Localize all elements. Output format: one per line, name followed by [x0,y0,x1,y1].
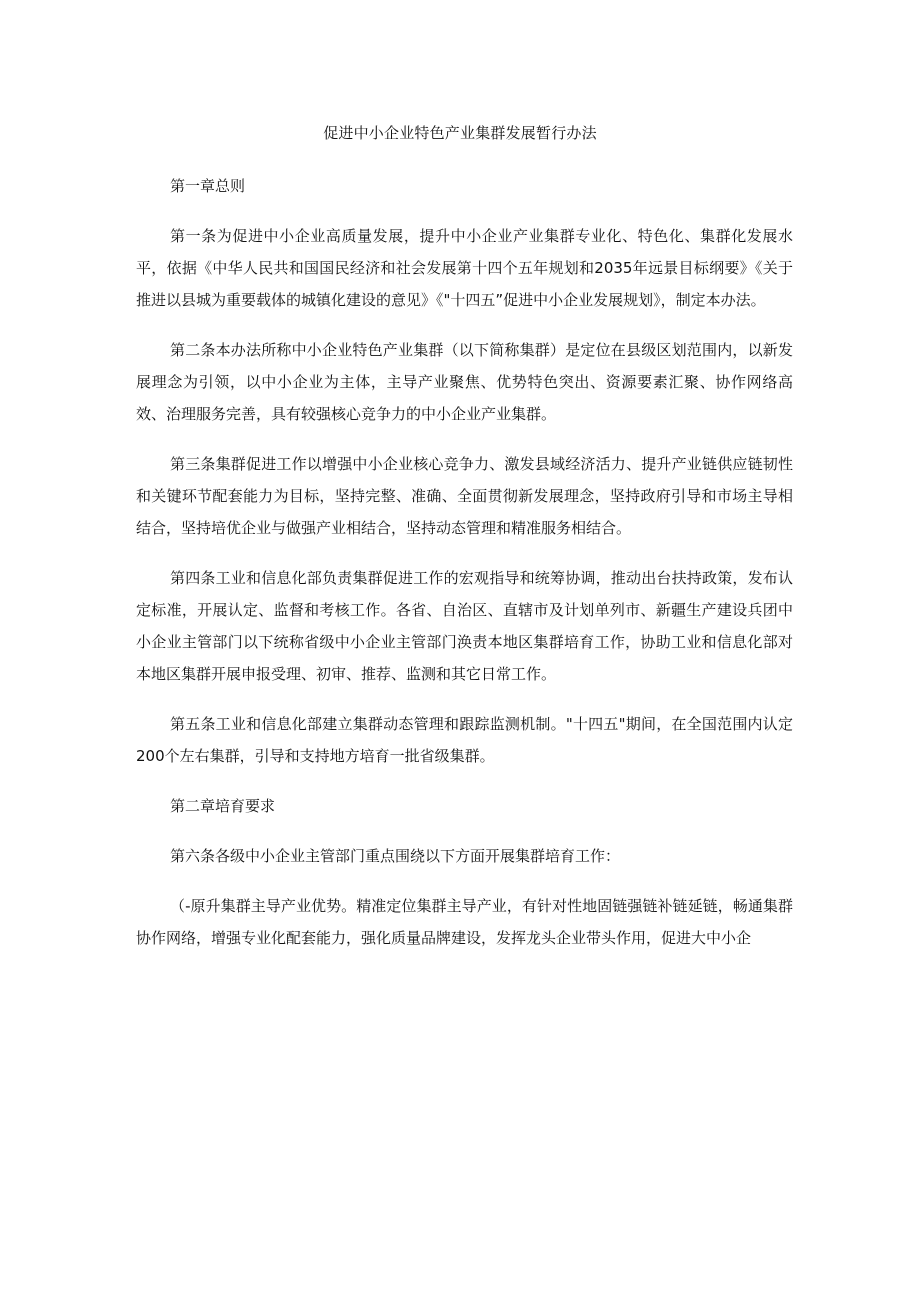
document-body [136,170,793,972]
article-paragraph: 第六条各级中小企业主管部门重点围绕以下方面开展集群培育工作： [170,847,621,865]
document-title: 促进中小企业特色产业集群发展暂行办法 [323,124,597,142]
article-paragraph: （-原升集群主导产业优势。精准定位集群主导产业，有针对性地固链强链补链延链，畅通集群协作网络，增强专业化配套能力，强化质量品牌建设，发挥龙头企业带头作用，促进大中小企 [136,897,793,947]
article-paragraph: 第五条工业和信息化部建立集群动态管理和跟踪监测机制。"十四五"期间，在全国范围内认定200个左右集群，引导和支持地方培育一批省级集群。 [136,715,793,765]
chapter-heading: 第一章总则 [170,177,246,195]
article-paragraph: 第四条工业和信息化部负责集群促进工作的宏观指导和统筹协调，推动出台扶持政策，发布认定标准，开展认定、监督和考核工作。各省、自治区、直辖市及计划单列市、新疆生产建设兵团中小企业主管部门以下统称省级中小企业主管部门涣责本地区集群培育工作，协助工业和信息化部对本地区集群开展申报受理、初审、推荐、监测和其它日常工作。 [136,569,793,683]
article-paragraph: 第一条为促进中小企业高质量发展，提升中小企业产业集群专业化、特色化、集群化发展水平，依据《中华人民共和国国民经济和社会发展第十四个五年规划和2035年远景目标纲要》《关于推进以县城为重要载体的城镇化建设的意见》《"十四五”促进中小企业发展规划》，制定本办法。 [136,227,793,309]
article-paragraph: 第三条集群促进工作以增强中小企业核心竞争力、激发县域经济活力、提升产业链供应链韧性和关键环节配套能力为目标，坚持完整、准确、全面贯彻新发展理念，坚持政府引导和市场主导相结合，坚持培优企业与做强产业相结合，坚持动态管理和精准服务相结合。 [136,455,793,537]
chapter-heading: 第二章培育要求 [170,797,276,815]
article-paragraph: 第二条本办法所称中小企业特色产业集群（以下简称集群）是定位在县级区划范围内，以新发展理念为引领，以中小企业为主体，主导产业聚焦、优势特色突出、资源要素汇聚、协作网络高效、治理服务完善，具有较强核心竞争力的中小企业产业集群。 [136,341,793,423]
